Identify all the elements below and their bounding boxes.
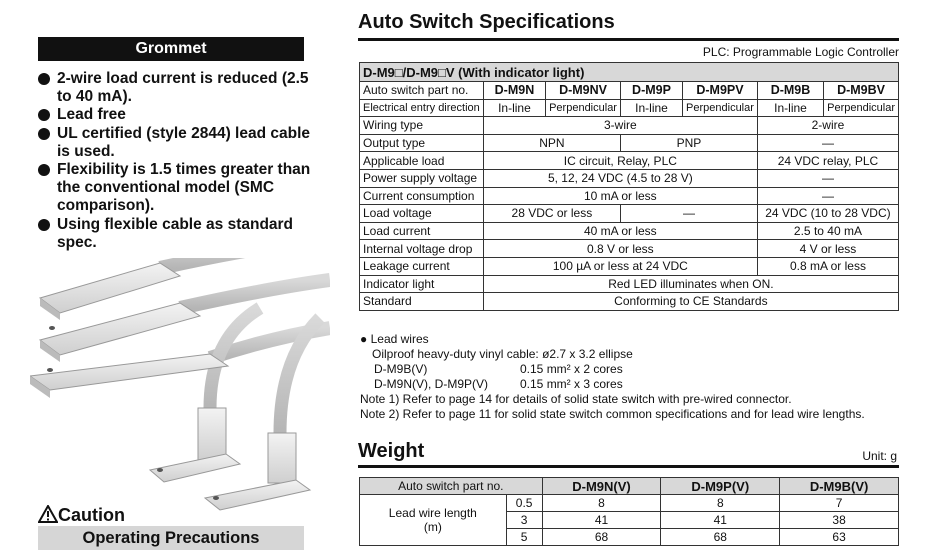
table-cell: In-line	[483, 99, 545, 117]
table-cell: Perpendicular	[546, 99, 621, 117]
table-cell: 10 mA or less	[483, 187, 757, 205]
table-cell: 68	[661, 529, 780, 546]
row-label: Auto switch part no.	[360, 82, 484, 100]
row-label: Load current	[360, 222, 484, 240]
row-label: Current consumption	[360, 187, 484, 205]
feature-item: 2-wire load current is reduced (2.5 to 40 mA).	[38, 70, 313, 106]
plc-note: PLC: Programmable Logic Controller	[702, 45, 899, 59]
part-number: D-M9BV	[824, 82, 899, 100]
caution-heading: Caution	[38, 505, 125, 526]
table-cell: 28 VDC or less	[483, 205, 620, 223]
bullet-icon	[38, 73, 50, 85]
warning-icon	[38, 505, 58, 523]
feature-item: Flexibility is 1.5 times greater than the conventional model (SMC comparison).	[38, 161, 313, 216]
core-row: D-M9B(V) 0.15 mm² x 2 cores	[374, 362, 623, 376]
note-1: Note 1) Refer to page 14 for details of solid state switch with pre-wired connector.	[360, 392, 792, 406]
row-label: Standard	[360, 293, 484, 311]
table-cell: 5, 12, 24 VDC (4.5 to 28 V)	[483, 169, 757, 187]
row-label: Electrical entry direction	[360, 99, 484, 117]
auto-switch-product-photo	[30, 258, 330, 516]
title-rule	[358, 38, 899, 41]
table-row	[360, 205, 899, 223]
column-header: D-M9B(V)	[780, 478, 899, 495]
table-cell: 41	[661, 512, 780, 529]
table-cell: 100 µA or less at 24 VDC	[483, 257, 757, 275]
table-header-row	[360, 478, 899, 495]
table-cell: PNP	[620, 134, 757, 152]
part-number: D-M9N	[483, 82, 545, 100]
table-cell: —	[620, 205, 757, 223]
bullet-icon	[38, 164, 50, 176]
table-row	[360, 99, 899, 117]
table-cell: 0.8 mA or less	[757, 257, 898, 275]
table-cell: 41	[542, 512, 661, 529]
bullet-icon	[38, 219, 50, 231]
feature-item: Using flexible cable as standard spec.	[38, 216, 313, 252]
table-cell: Conforming to CE Standards	[483, 293, 898, 311]
row-label: Applicable load	[360, 152, 484, 170]
table-cell: NPN	[483, 134, 620, 152]
table-cell: In-line	[620, 99, 682, 117]
notes-block	[360, 332, 865, 422]
table-row	[360, 240, 899, 258]
lead-wires-item: ● Lead wires	[360, 332, 429, 346]
table-row	[360, 117, 899, 135]
table-cell: Perpendicular	[683, 99, 758, 117]
table-title-row	[360, 63, 899, 82]
table-cell: 8	[661, 495, 780, 512]
table-cell: —	[757, 187, 898, 205]
table-cell: 38	[780, 512, 899, 529]
operating-precautions-header: Operating Precautions	[38, 526, 304, 550]
table-row	[360, 275, 899, 293]
column-header: Auto switch part no.	[360, 478, 543, 495]
length-cell: 0.5	[506, 495, 542, 512]
feature-item: Lead free	[38, 106, 313, 124]
part-number: D-M9P	[620, 82, 682, 100]
table-cell: Perpendicular	[824, 99, 899, 117]
table-cell: 24 VDC relay, PLC	[757, 152, 898, 170]
table-row	[360, 169, 899, 187]
table-cell: 2-wire	[757, 117, 898, 135]
table-cell: Red LED illuminates when ON.	[483, 275, 898, 293]
column-header: D-M9N(V)	[542, 478, 661, 495]
table-row	[360, 187, 899, 205]
table-row	[360, 293, 899, 311]
row-label: Indicator light	[360, 275, 484, 293]
row-label: Wiring type	[360, 117, 484, 135]
row-label: Lead wire length (m)	[360, 495, 507, 546]
table-row	[360, 257, 899, 275]
table-cell: 3-wire	[483, 117, 757, 135]
table-cell: —	[757, 169, 898, 187]
part-number: D-M9B	[757, 82, 823, 100]
table-cell: 24 VDC (10 to 28 VDC)	[757, 205, 898, 223]
table-cell: 40 mA or less	[483, 222, 757, 240]
core-row: D-M9N(V), D-M9P(V) 0.15 mm² x 3 cores	[374, 377, 623, 391]
note-2: Note 2) Refer to page 11 for solid state switch common specifications and for lead wire lengths.	[360, 407, 865, 421]
row-label: Power supply voltage	[360, 169, 484, 187]
weight-title: Weight	[358, 440, 425, 462]
weight-rule	[358, 465, 899, 468]
table-row	[360, 134, 899, 152]
table-row	[360, 222, 899, 240]
part-number: D-M9PV	[683, 82, 758, 100]
table-row	[360, 82, 899, 100]
unit-label: Unit: g	[862, 449, 897, 463]
column-header: D-M9P(V)	[661, 478, 780, 495]
bullet-icon: ●	[360, 332, 371, 346]
bullet-icon	[38, 128, 50, 140]
table-row	[360, 152, 899, 170]
row-label: Internal voltage drop	[360, 240, 484, 258]
feature-item: UL certified (style 2844) lead cable is used.	[38, 125, 313, 161]
table-title: D-M9□/D-M9□V (With indicator light)	[360, 63, 899, 82]
bullet-icon	[38, 109, 50, 121]
table-cell: 68	[542, 529, 661, 546]
cable-note: Oilproof heavy-duty vinyl cable: ø2.7 x 3.2 ellipse	[372, 347, 633, 361]
table-cell: 0.8 V or less	[483, 240, 757, 258]
spec-title: Auto Switch Specifications	[358, 11, 615, 33]
table-cell: 63	[780, 529, 899, 546]
spec-table	[359, 62, 899, 311]
table-cell: In-line	[757, 99, 823, 117]
table-row	[360, 495, 899, 512]
length-cell: 5	[506, 529, 542, 546]
feature-list	[38, 70, 313, 252]
weight-table	[359, 477, 899, 546]
table-cell: 2.5 to 40 mA	[757, 222, 898, 240]
table-cell: 4 V or less	[757, 240, 898, 258]
table-cell: 7	[780, 495, 899, 512]
table-cell: 8	[542, 495, 661, 512]
part-number: D-M9NV	[546, 82, 621, 100]
row-label: Output type	[360, 134, 484, 152]
row-label: Load voltage	[360, 205, 484, 223]
row-label: Leakage current	[360, 257, 484, 275]
table-cell: IC circuit, Relay, PLC	[483, 152, 757, 170]
table-cell: —	[757, 134, 898, 152]
grommet-header: Grommet	[38, 37, 304, 61]
length-cell: 3	[506, 512, 542, 529]
